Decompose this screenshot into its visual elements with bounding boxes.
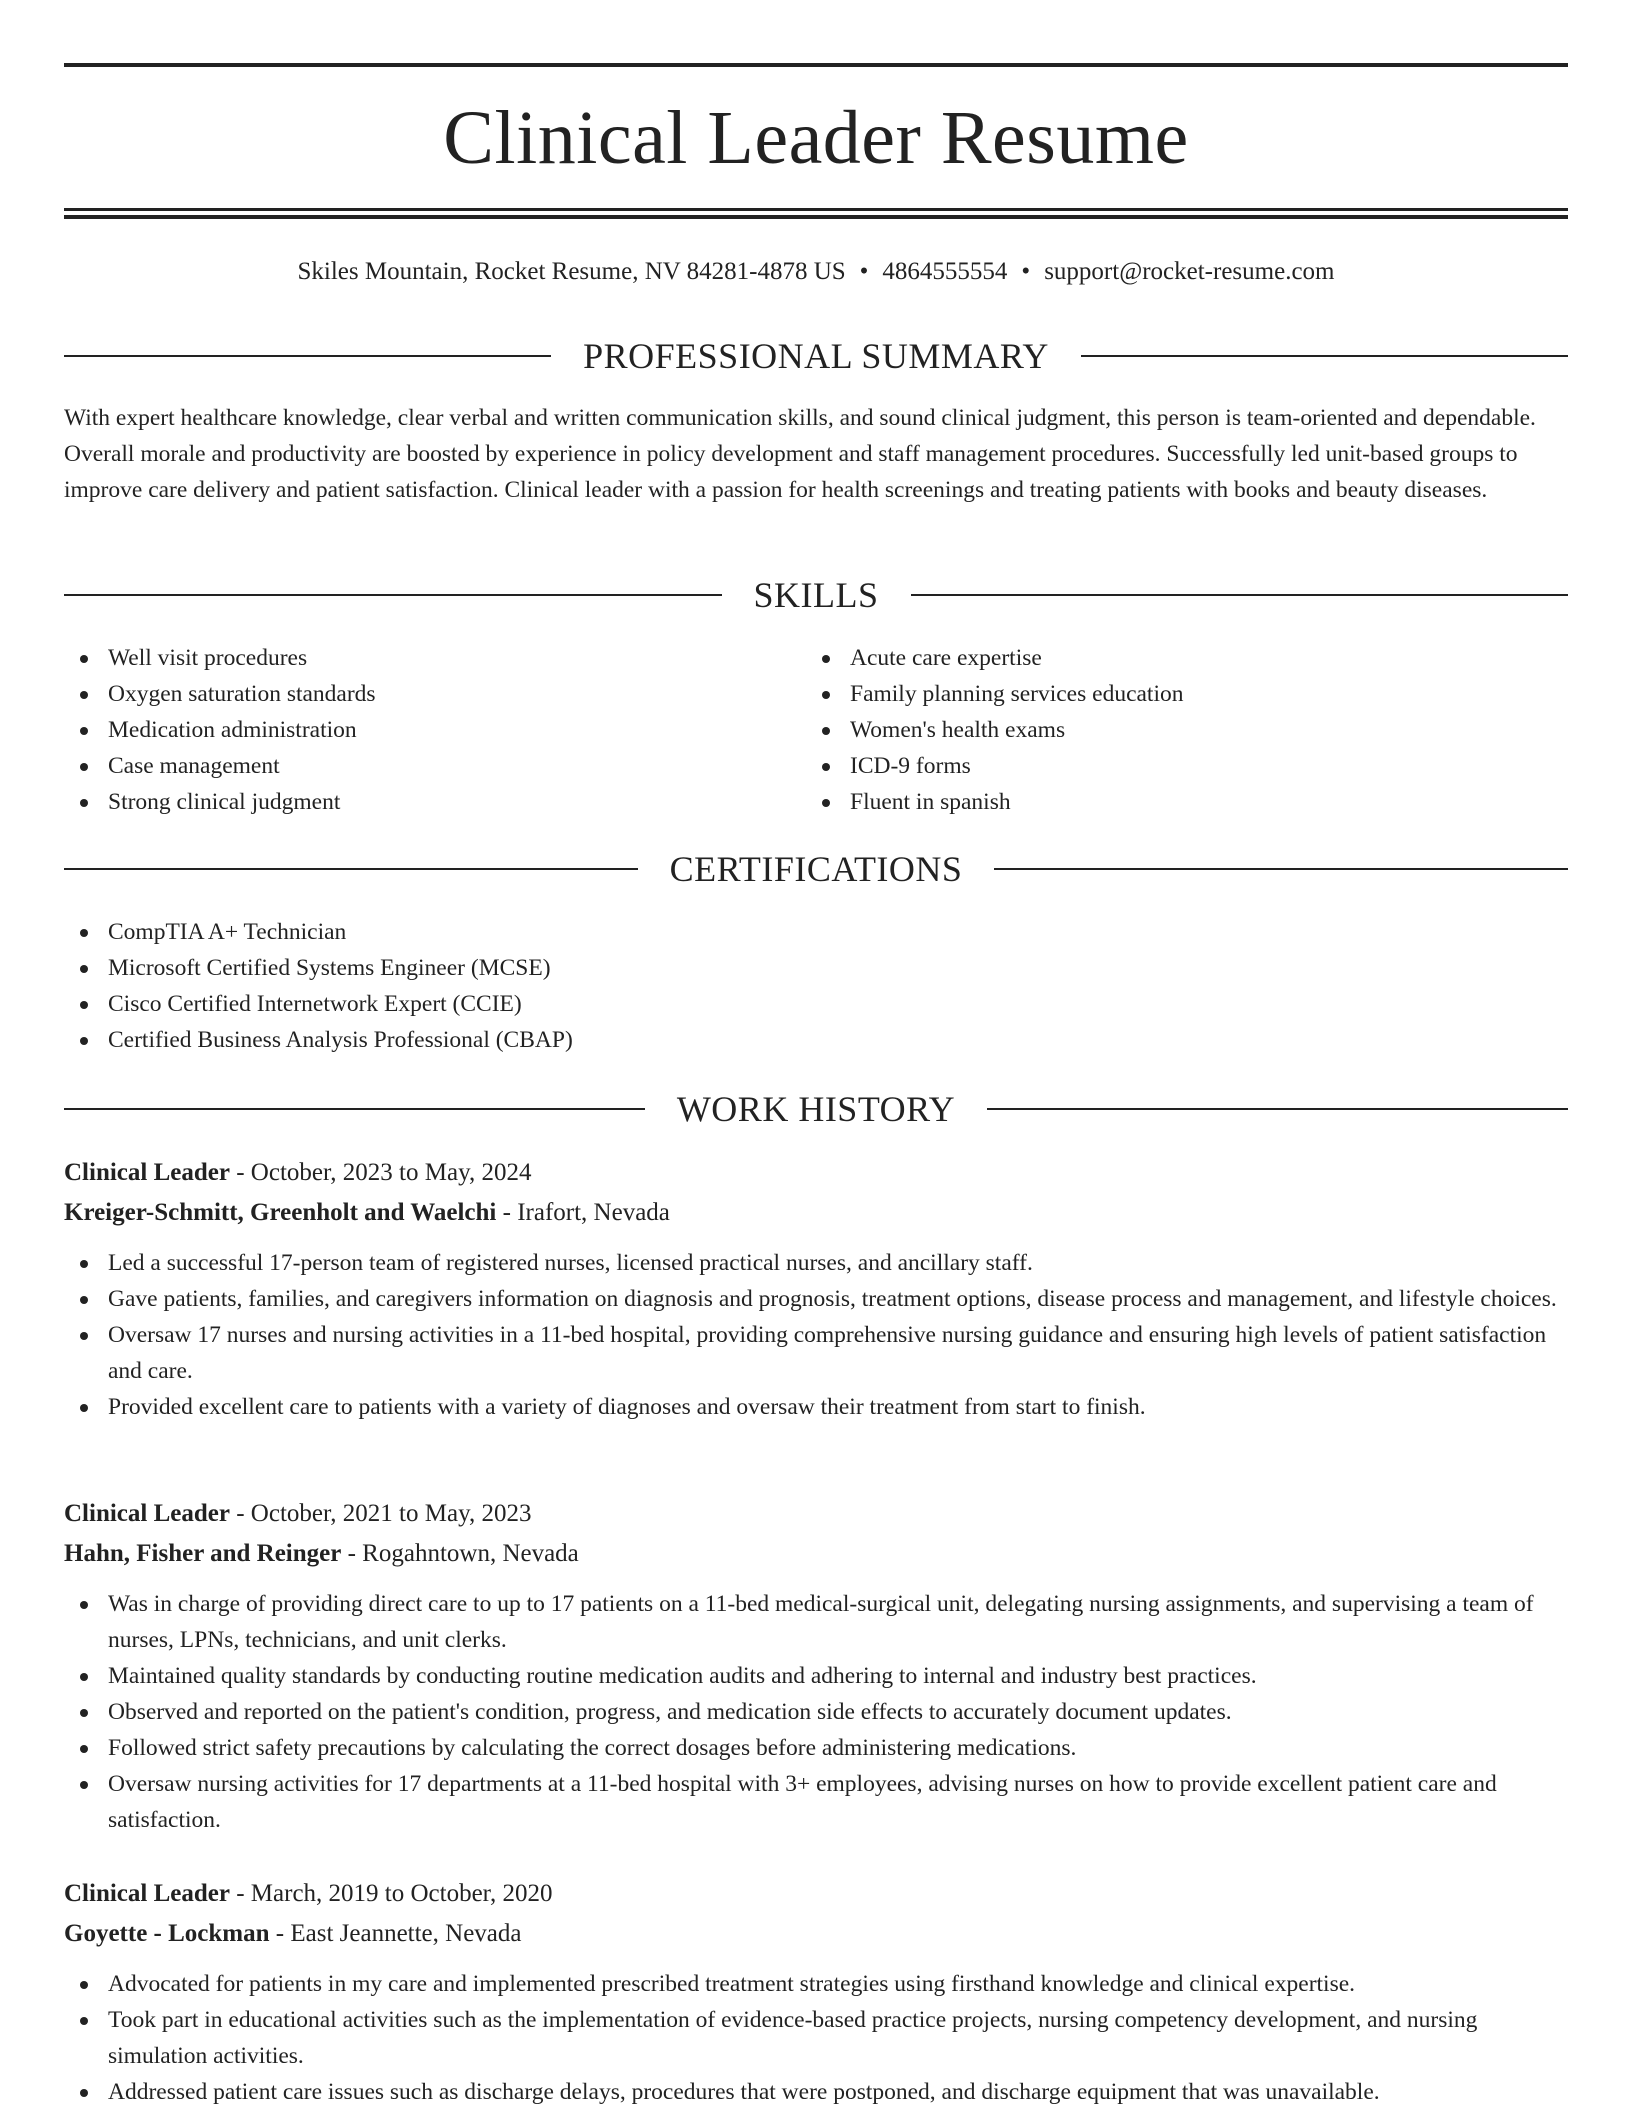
- job-entry: [64, 1153, 1568, 1425]
- summary-heading: [64, 334, 1568, 378]
- job-bullet: Gave patients, families, and caregivers information on diagnosis and prognosis, treatment options, disease process and management, and lifestyle choices.: [64, 1281, 1568, 1317]
- job-title-line: [64, 1494, 1568, 1534]
- skill-item: Medication administration: [64, 712, 804, 748]
- contact-line: [64, 254, 1568, 290]
- skill-item: Case management: [64, 748, 804, 784]
- job-bullet: Followed strict safety precautions by calculating the correct dosages before administering medications.: [64, 1730, 1568, 1766]
- contact-phone: 4864555554: [882, 258, 1008, 285]
- contact-separator: •: [1021, 258, 1031, 285]
- skills-list-left: [64, 640, 804, 820]
- job-entry: [64, 1494, 1568, 1838]
- job-company-line: [64, 1193, 1568, 1233]
- job-bullet: Oversaw nursing activities for 17 departments at a 11-bed hospital with 3+ employees, advising nurses on how to provide excellent patient care and satisfaction.: [64, 1766, 1568, 1838]
- title-rule-lower: [64, 215, 1568, 219]
- contact-email: support@rocket-resume.com: [1044, 258, 1335, 285]
- certification-item: Microsoft Certified Systems Engineer (MCSE): [64, 950, 1568, 986]
- certifications-list: [64, 914, 1568, 1058]
- job-company: Hahn, Fisher and Reinger: [64, 1540, 342, 1567]
- certifications-heading: [64, 847, 1568, 891]
- job-bullet: Advocated for patients in my care and implemented prescribed treatment strategies using firsthand knowledge and clinical expertise.: [64, 1966, 1568, 2002]
- certifications-heading-label: CERTIFICATIONS: [669, 849, 963, 889]
- title-rule-upper: [64, 208, 1568, 211]
- job-title: Clinical Leader: [64, 1500, 230, 1527]
- job-title-line: [64, 1153, 1568, 1193]
- skill-item: ICD-9 forms: [806, 748, 1546, 784]
- job-entry: [64, 1874, 1568, 2110]
- certification-item: CompTIA A+ Technician: [64, 914, 1568, 950]
- job-bullet: Oversaw 17 nurses and nursing activities in a 11-bed hospital, providing comprehensive nursing guidance and ensuring high levels of patient satisfaction and care.: [64, 1317, 1568, 1389]
- certification-item: Cisco Certified Internetwork Expert (CCIE): [64, 986, 1568, 1022]
- skills-heading: [64, 573, 1568, 617]
- job-location: - East Jeannette, Nevada: [269, 1920, 522, 1947]
- skill-item: Fluent in spanish: [806, 784, 1546, 820]
- heading-rule-left: [64, 355, 551, 357]
- contact-address: Skiles Mountain, Rocket Resume, NV 84281-4878 US: [297, 258, 846, 285]
- job-bullet: Provided excellent care to patients with a variety of diagnoses and oversaw their treatment from start to finish.: [64, 1389, 1568, 1425]
- summary-heading-label: PROFESSIONAL SUMMARY: [583, 336, 1049, 376]
- job-bullet: Observed and reported on the patient's condition, progress, and medication side effects to accurately document updates.: [64, 1694, 1568, 1730]
- skill-item: Well visit procedures: [64, 640, 804, 676]
- contact-separator: •: [859, 258, 869, 285]
- job-dates: - October, 2023 to May, 2024: [229, 1159, 532, 1186]
- job-location: - Rogahntown, Nevada: [341, 1540, 579, 1567]
- summary-text: With expert healthcare knowledge, clear verbal and written communication skills, and sound clinical judgment, this person is team-oriented and dependable. Overall morale and productivity are boosted by experience in policy development and staff management procedures. Successfully led unit-based groups to improve care delivery and patient satisfaction. Clinical leader with a passion for health screenings and treating patients with books and beauty diseases.: [64, 405, 1536, 503]
- skill-item: Family planning services education: [806, 676, 1546, 712]
- job-title-line: [64, 1874, 1568, 1914]
- heading-rule-right: [1081, 355, 1568, 357]
- job-bullet: Maintained quality standards by conducting routine medication audits and adhering to internal and industry best practices.: [64, 1658, 1568, 1694]
- job-bullet: Led a successful 17-person team of registered nurses, licensed practical nurses, and ancillary staff.: [64, 1245, 1568, 1281]
- job-company: Goyette - Lockman: [64, 1920, 270, 1947]
- job-bullet: Took part in educational activities such as the implementation of evidence-based practice projects, nursing competency development, and nursing simulation activities.: [64, 2002, 1568, 2074]
- skills-list-right: [806, 640, 1546, 820]
- job-company-line: [64, 1914, 1568, 1954]
- skill-item: Women's health exams: [806, 712, 1546, 748]
- skill-item: Oxygen saturation standards: [64, 676, 804, 712]
- work-history-heading-label: WORK HISTORY: [676, 1089, 956, 1129]
- job-bullets: [64, 1245, 1568, 1425]
- heading-rule-right: [987, 1108, 1568, 1110]
- job-company-line: [64, 1534, 1568, 1574]
- job-dates: - October, 2021 to May, 2023: [229, 1500, 532, 1527]
- heading-rule-right: [911, 594, 1569, 596]
- job-dates: - March, 2019 to October, 2020: [229, 1880, 553, 1907]
- job-bullets: [64, 1586, 1568, 1838]
- work-history-heading: [64, 1087, 1568, 1131]
- job-bullets: [64, 1966, 1568, 2110]
- skills-heading-label: SKILLS: [753, 575, 879, 615]
- resume-title: Clinical Leader Resume: [443, 96, 1189, 180]
- job-bullet: Addressed patient care issues such as discharge delays, procedures that were postponed, and discharge equipment that was unavailable.: [64, 2074, 1568, 2110]
- heading-rule-left: [64, 594, 722, 596]
- job-company: Kreiger-Schmitt, Greenholt and Waelchi: [64, 1199, 497, 1226]
- job-title: Clinical Leader: [64, 1880, 230, 1907]
- skill-item: Acute care expertise: [806, 640, 1546, 676]
- job-location: - Irafort, Nevada: [496, 1199, 670, 1226]
- top-rule: [64, 63, 1568, 67]
- job-bullet: Was in charge of providing direct care to up to 17 patients on a 11-bed medical-surgical unit, delegating nursing assignments, and supervising a team of nurses, LPNs, technicians, and unit clerks.: [64, 1586, 1568, 1658]
- heading-rule-left: [64, 868, 638, 870]
- skill-item: Strong clinical judgment: [64, 784, 804, 820]
- heading-rule-left: [64, 1108, 645, 1110]
- heading-rule-right: [994, 868, 1568, 870]
- job-title: Clinical Leader: [64, 1159, 230, 1186]
- certification-item: Certified Business Analysis Professional (CBAP): [64, 1022, 1568, 1058]
